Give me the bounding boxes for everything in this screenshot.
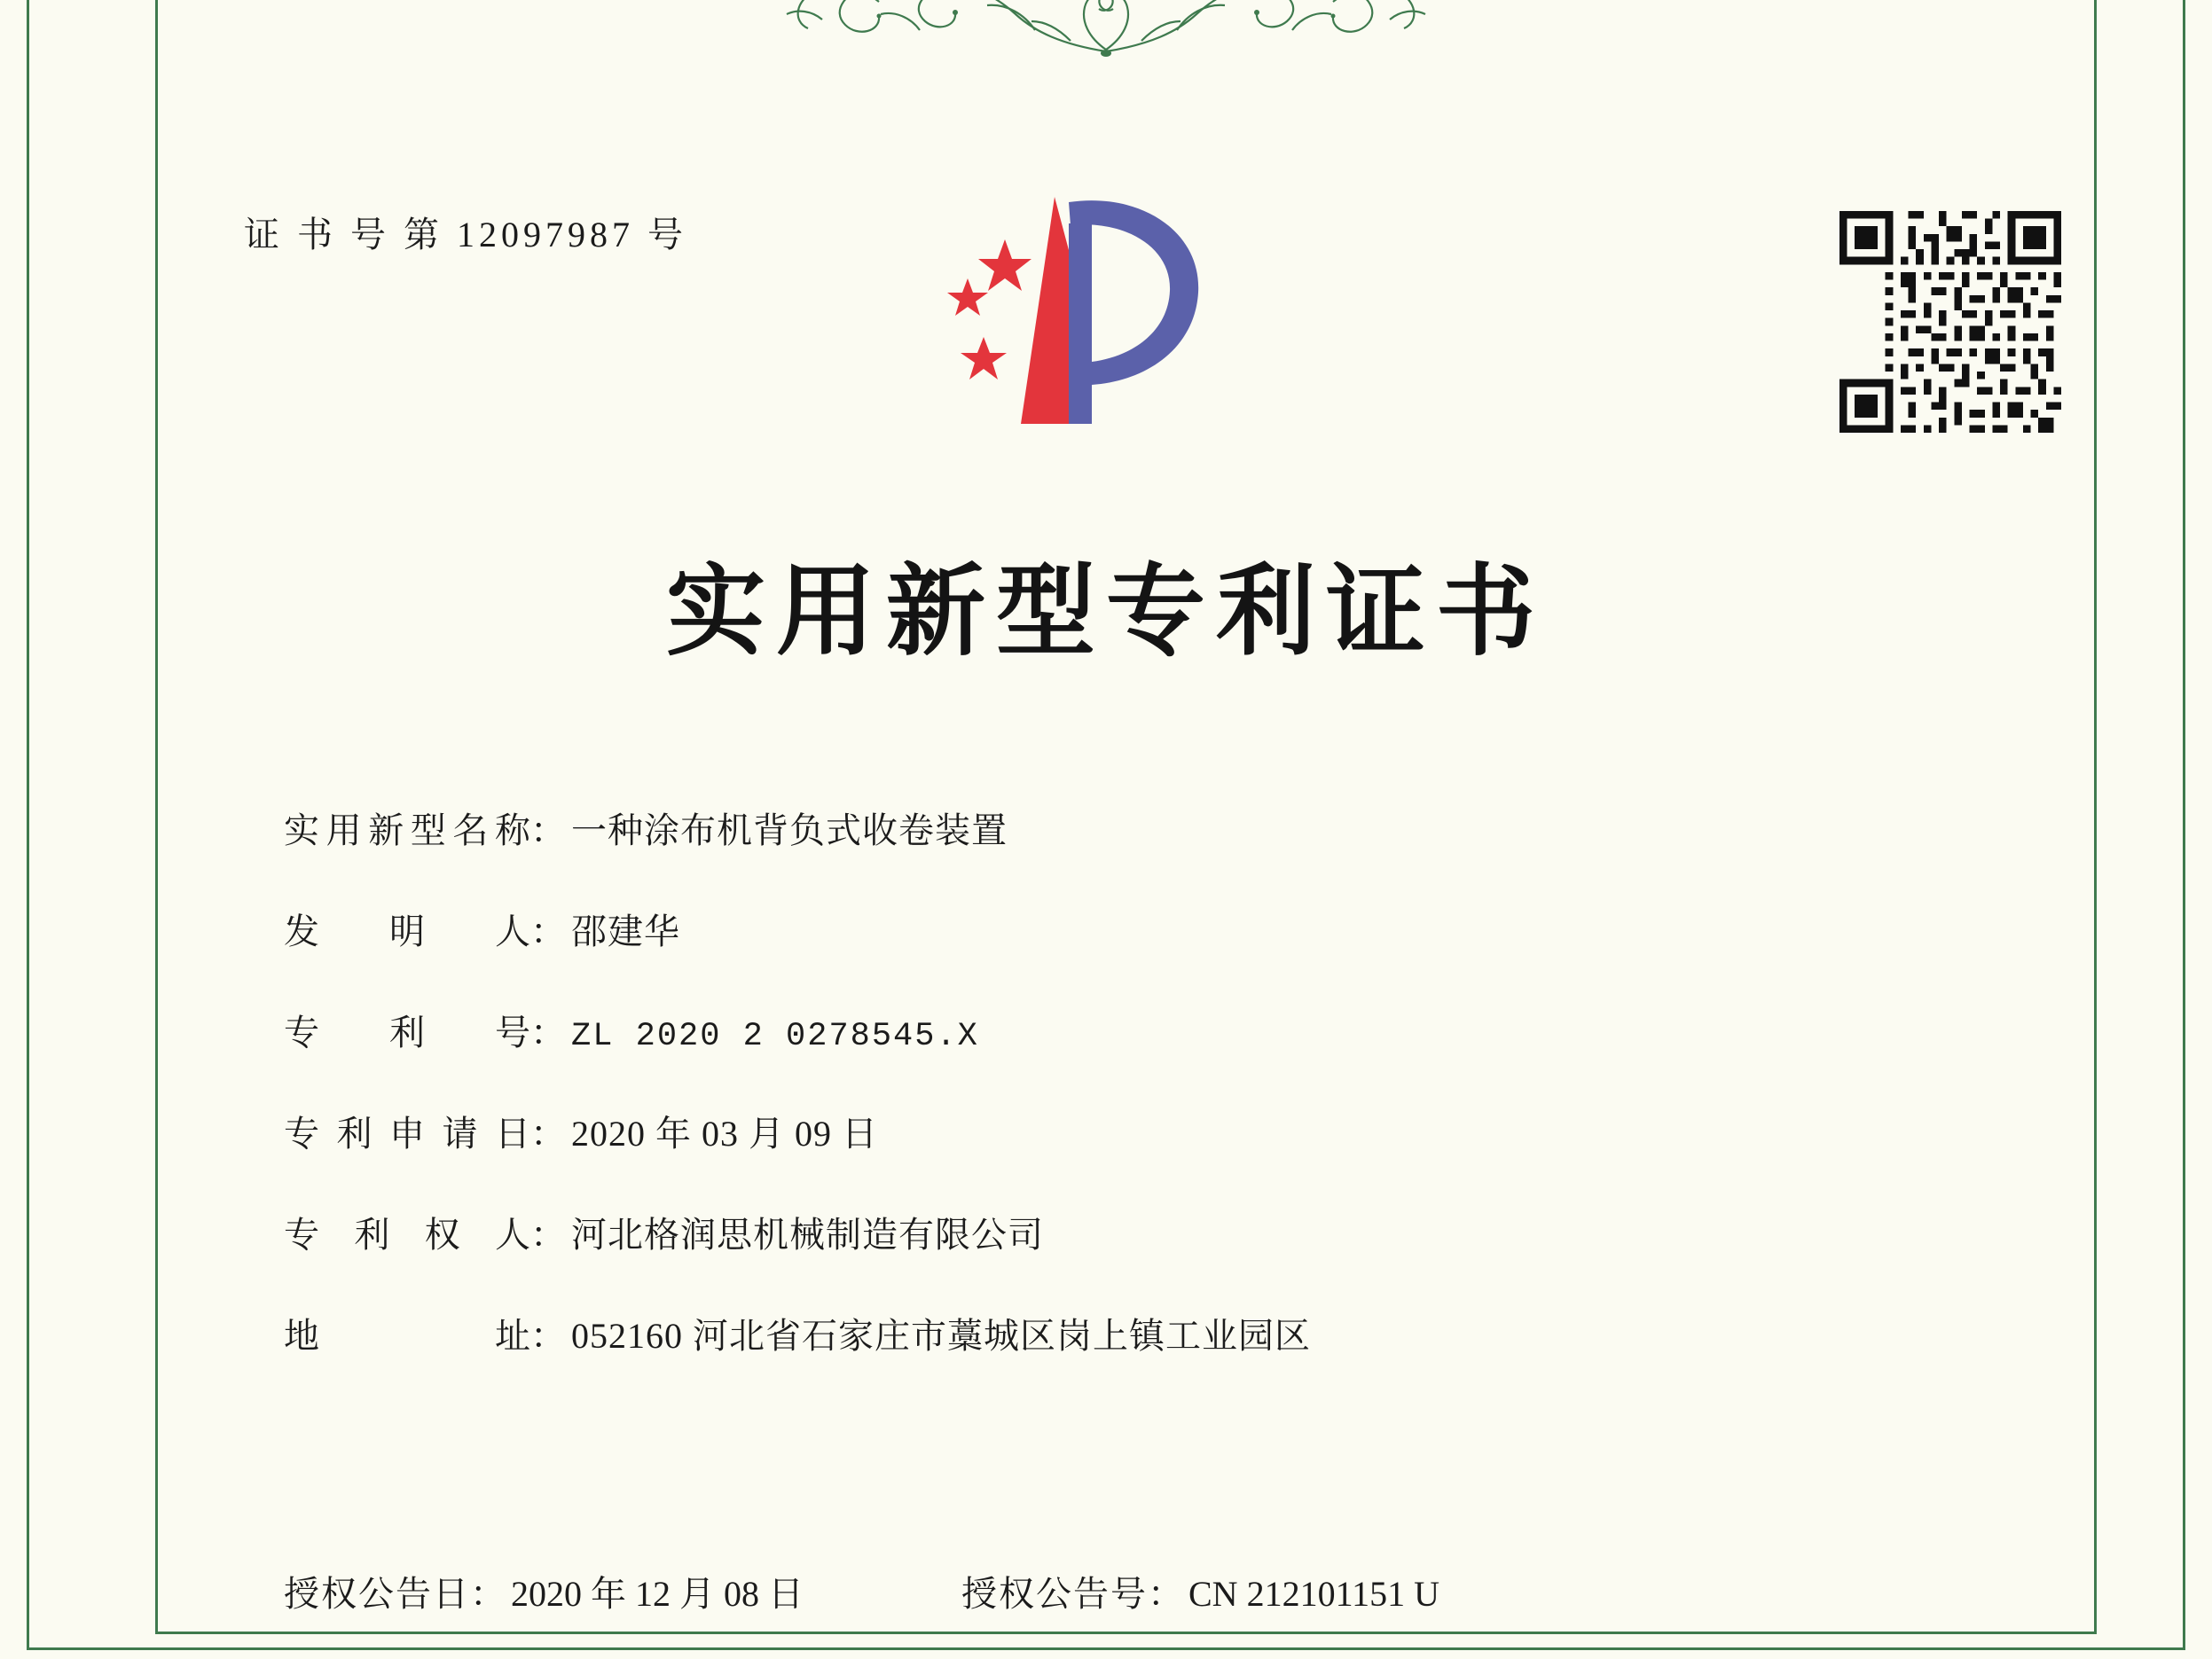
grant-number-value: CN 212101151 U [1188,1574,1439,1614]
grant-number-group [961,1566,1439,1616]
field-value-patent-number: ZL 2020 2 0278545.X [571,1018,979,1055]
field-colon: ： [1148,1574,1183,1614]
field-row-patent-number [284,1005,2052,1055]
field-label: 专利申请日 [284,1114,530,1154]
field-colon: ： [530,1013,566,1053]
page-title: 实用新型专利证书 [666,553,1546,669]
field-row-utility-model-name [284,802,2052,853]
field-value-patentee: 河北格润思机械制造有限公司 [571,1215,1044,1255]
field-row-inventor [284,904,2052,954]
field-colon: ： [530,810,566,850]
field-label: 实用新型名称 [284,810,530,850]
grant-date-label: 授权公告日 [284,1574,470,1614]
field-label: 专利号 [284,1013,530,1053]
field-row-application-date [284,1106,2052,1156]
cnipa-emblem-icon [936,188,1237,445]
field-label: 地址 [284,1316,530,1356]
field-colon: ： [470,1574,506,1614]
field-label: 专利权人 [284,1215,530,1255]
field-colon: ： [530,1215,566,1255]
field-colon: ： [530,912,566,951]
field-colon: ： [530,1316,566,1356]
field-row-address [284,1308,2052,1358]
field-label: 发明人 [284,912,530,951]
field-value-utility-model-name: 一种涂布机背负式收卷装置 [571,810,1008,850]
grant-number-label: 授权公告号 [961,1574,1148,1614]
field-row-patentee [284,1207,2052,1257]
field-list [284,802,2052,1409]
field-value-inventor: 邵建华 [571,912,680,951]
grant-date-group [284,1566,804,1616]
field-colon: ： [530,1114,566,1154]
grant-date-value: 2020 年 12 月 08 日 [511,1574,804,1614]
grant-info-row [284,1566,2079,1616]
qr-code-icon [1839,211,2061,433]
field-value-application-date: 2020 年 03 月 09 日 [571,1114,878,1154]
certificate-number: 证 书 号 第 12097987 号 [244,215,687,254]
field-value-address: 052160 河北省石家庄市藁城区岗上镇工业园区 [571,1316,1311,1356]
